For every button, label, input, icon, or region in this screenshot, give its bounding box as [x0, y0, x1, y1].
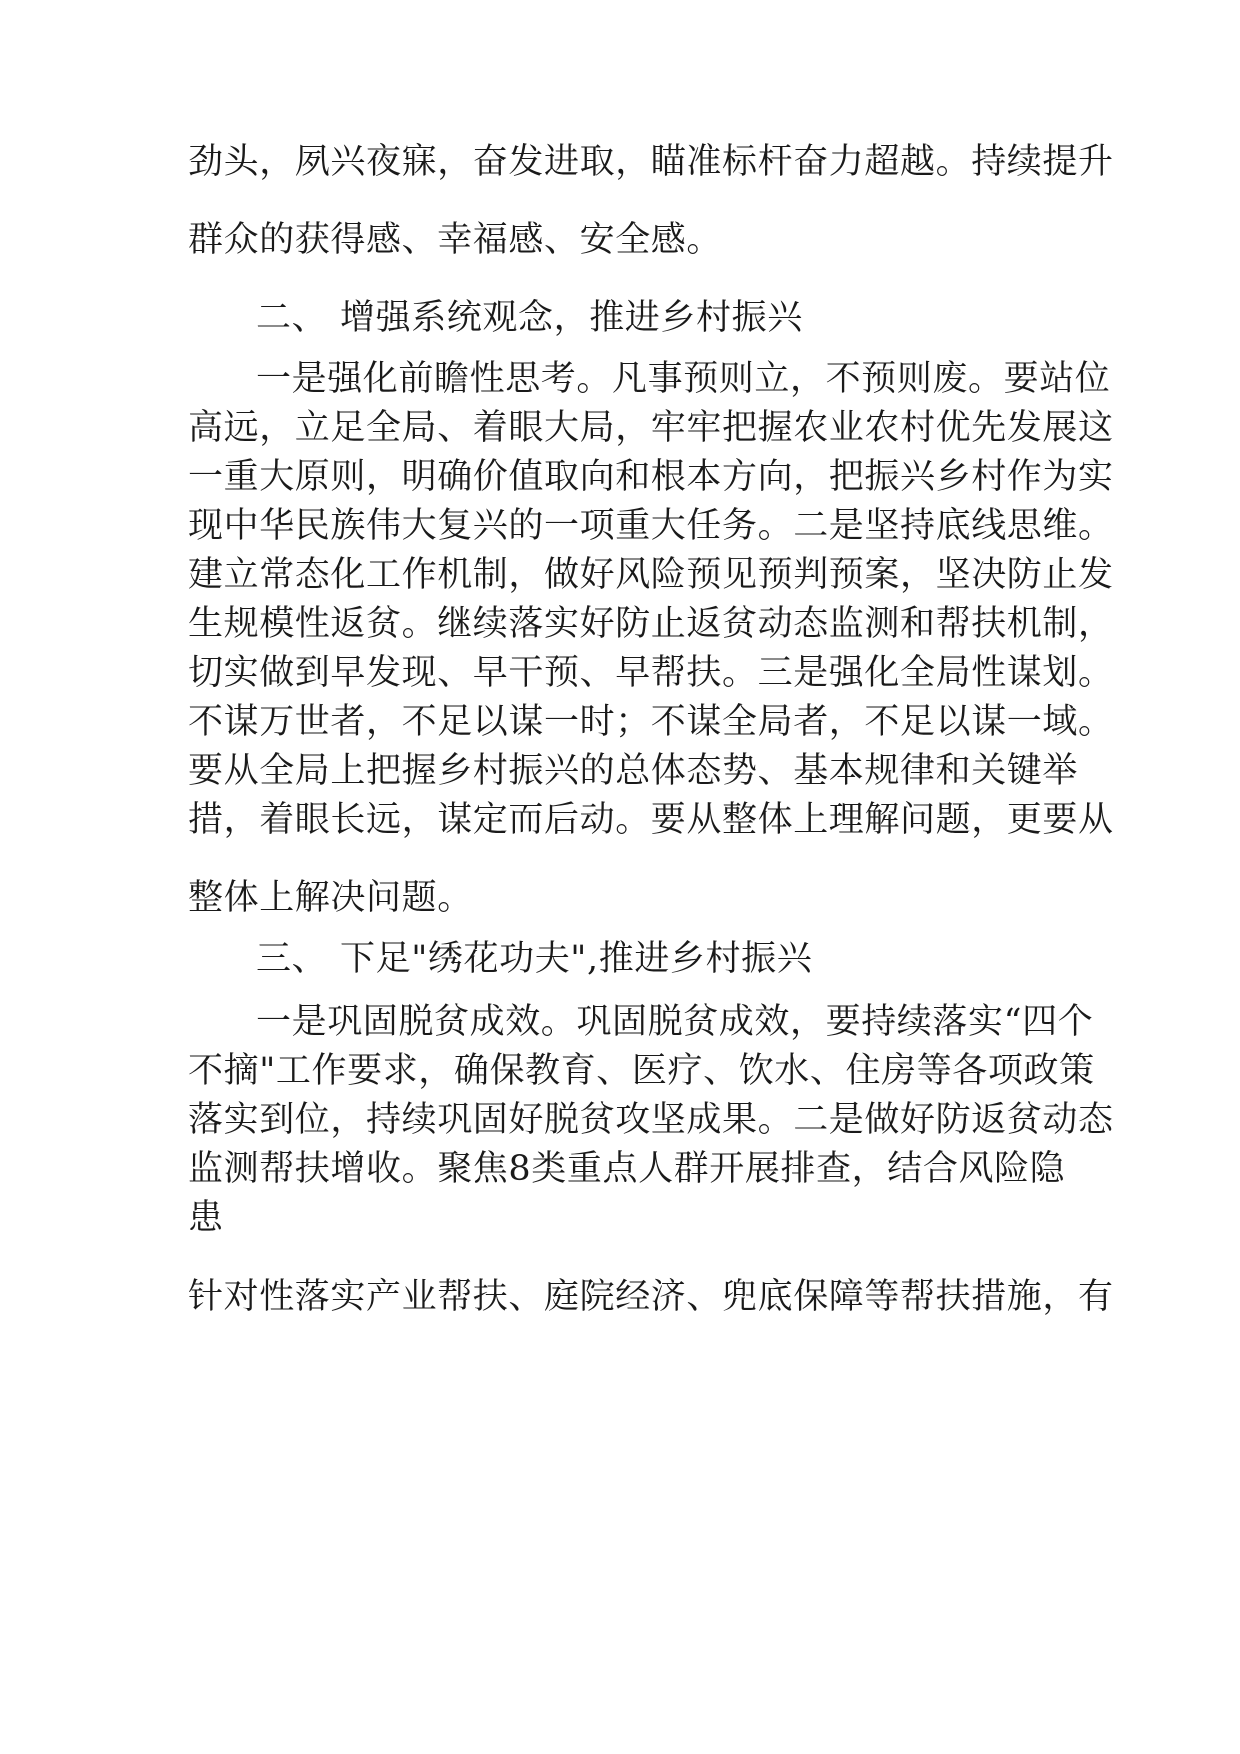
paragraph-line: 一是强化前瞻性思考。凡事预则立，不预则废。要站位 [256, 359, 1111, 399]
section-heading [256, 296, 1126, 340]
paragraph-line: 措，着眼长远，谋定而后动。要从整体上理解问题，更要从 [188, 800, 1114, 840]
paragraph-line: 患 [188, 1198, 224, 1238]
paragraph-line: 不谋万世者，不足以谋一时；不谋全局者，不足以谋一域。 [188, 702, 1114, 742]
paragraph-line: 不摘"工作要求，确保教育、医疗、饮水、住房等各项政策 [188, 1051, 1095, 1091]
paragraph-line: 群众的获得感、幸福感、安全感。 [188, 220, 723, 260]
paragraph-line: 落实到位，持续巩固好脱贫攻坚成果。二是做好防返贫动态 [188, 1100, 1114, 1140]
paragraph-line: 一重大原则，明确价值取向和根本方向，把振兴乡村作为实 [188, 457, 1114, 497]
paragraph-line: 建立常态化工作机制，做好风险预见预判预案，坚决防止发 [188, 555, 1114, 595]
paragraph-line: 劲头，夙兴夜寐，奋发进取，瞄准标杆奋力超越。持续提升 [188, 142, 1114, 182]
paragraph-line: 高远，立足全局、着眼大局，牢牢把握农业农村优先发展这 [188, 408, 1114, 448]
section-title: 下足"绣花功夫",推进乡村振兴 [340, 939, 813, 979]
paragraph-line: 整体上解决问题。 [188, 878, 473, 918]
section-number: 二、 [256, 298, 328, 338]
paragraph-line: 切实做到早发现、早干预、早帮扶。三是强化全局性谋划。 [188, 653, 1114, 693]
paragraph-line: 针对性落实产业帮扶、庭院经济、兜底保障等帮扶措施，有 [188, 1277, 1114, 1317]
paragraph-line: 生规模性返贫。继续落实好防止返贫动态监测和帮扶机制， [188, 604, 1114, 644]
section-heading [256, 937, 1126, 981]
paragraph-line: 现中华民族伟大复兴的一项重大任务。二是坚持底线思维。 [188, 506, 1114, 546]
paragraph-line: 要从全局上把握乡村振兴的总体态势、基本规律和关键举 [188, 751, 1079, 791]
section-number: 三、 [256, 939, 328, 979]
paragraph-line: 监测帮扶增收。聚焦8类重点人群开展排查，结合风险隐 [188, 1149, 1066, 1189]
section-title: 增强系统观念，推进乡村振兴 [340, 298, 803, 338]
paragraph-line: 一是巩固脱贫成效。巩固脱贫成效，要持续落实“四个 [256, 1002, 1094, 1042]
